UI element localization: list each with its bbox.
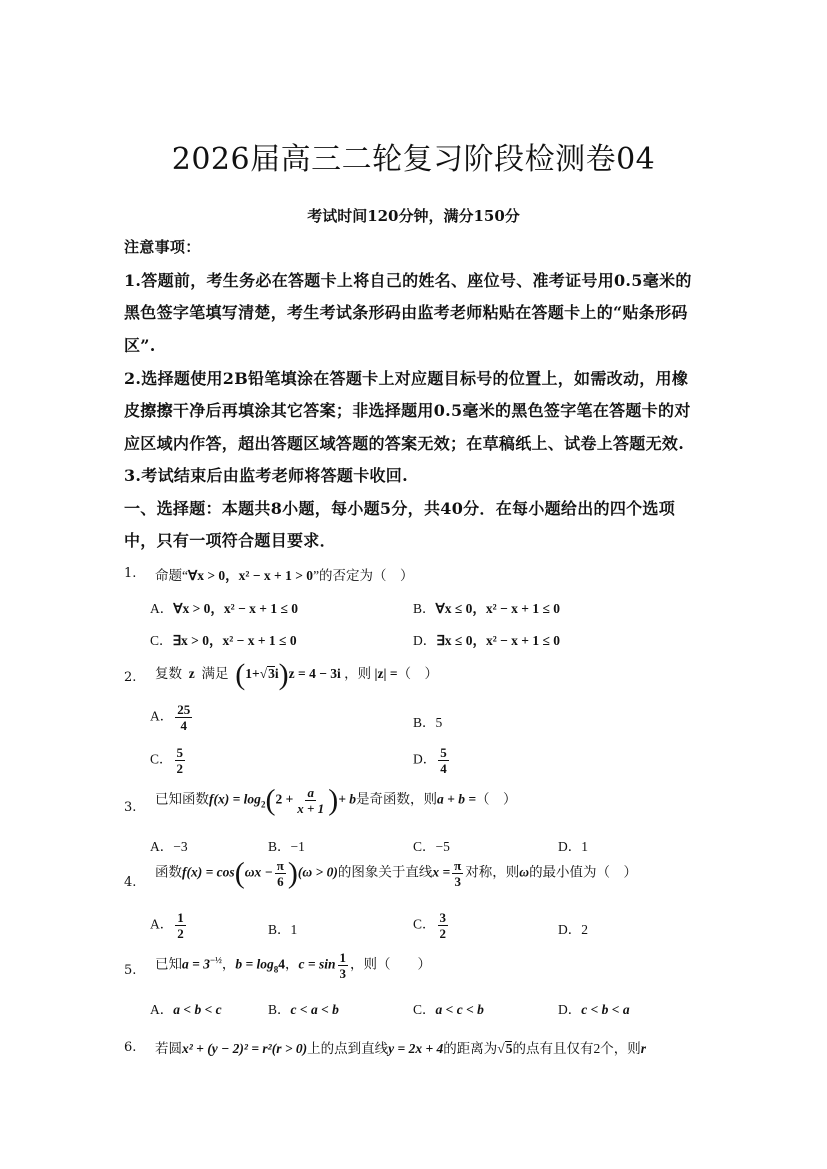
- section-heading: 中，只有一项符合题目要求．: [124, 531, 336, 550]
- question-6-stem: 若圆x² + (y − 2)² = r²(r > 0)上的点到直线y = 2x + 4的距离为√5的点有且仅有2个，则r: [155, 1041, 646, 1056]
- q5-option-c: C．a < c < b: [413, 1002, 484, 1017]
- q1-option-a: A．∀x > 0，x² − x + 1 ≤ 0: [150, 601, 299, 616]
- q4-option-c: C． $\frac{3}{2}$: [413, 910, 447, 941]
- question-number: 6.: [124, 1040, 137, 1055]
- notice-line: 应区域内作答，超出答题区域答题的答案无效；在草稿纸上、试卷上答题无效.: [124, 434, 685, 453]
- question-2-stem: 复数 z 满足 (1+√3i)z = 4 − 3i ，则 |z| =（ ）: [155, 658, 439, 691]
- q4-option-d: D．2: [558, 922, 588, 937]
- notice-line: 区”.: [124, 336, 156, 355]
- q5-option-b: B．c < a < b: [268, 1002, 339, 1017]
- notice-heading: 注意事项：: [124, 238, 201, 256]
- q3-option-c: C．−5: [413, 839, 450, 854]
- notice-line: 2.选择题使用2B铅笔填涂在答题卡上对应题目标号的位置上，如需改动，用橡: [124, 369, 689, 388]
- notice-line: 3.考试结束后由监考老师将答题卡收回.: [124, 466, 408, 485]
- question-5-stem: 已知$a = 3^{-\frac{1}{2}}$，$b = \log_84$，c = sin $\frac{1}{3}$ ，则（ ）: [155, 950, 431, 981]
- question-4-stem: 函数f(x) = cos(ωx − $\frac{\pi}{6}$ )(ω > 0)的图象关于直线x = $\frac{\pi}{3}$ 对称，则ω的最小值为（ ）: [155, 856, 638, 890]
- q3-option-b: B．−1: [268, 839, 305, 854]
- q2-option-a: A． $\frac{25}{4}$: [150, 702, 191, 733]
- notice-line: 黑色签字笔填写清楚，考生考试条形码由监考老师粘贴在答题卡上的“贴条形码: [124, 303, 688, 322]
- q2-option-b: B．5: [413, 715, 443, 730]
- q2-option-c: C． $\frac{5}{2}$: [150, 745, 184, 776]
- q3-option-d: D．1: [558, 839, 588, 854]
- question-number: 1.: [124, 566, 137, 581]
- question-number: 5.: [124, 963, 137, 978]
- q2-option-d: D． $\frac{5}{4}$: [413, 745, 447, 776]
- question-number: 3.: [124, 800, 137, 815]
- question-1-stem: 命题“∀x > 0，x² − x + 1 > 0”的否定为（ ）: [155, 568, 414, 583]
- question-number: 2.: [124, 670, 137, 685]
- question-3-stem: 已知函数$f(x) = \log_2(2$ + $\frac{a}{x + 1}$ )+ b是奇函数，则a + b =（ ）: [155, 783, 517, 817]
- q1-option-b: B．∀x ≤ 0，x² − x + 1 ≤ 0: [413, 601, 561, 616]
- exam-info: 考试时间120分钟，满分150分: [307, 207, 520, 225]
- page-title: 2026届高三二轮复习阶段检测卷04: [171, 142, 656, 177]
- notice-line: 皮擦擦干净后再填涂其它答案；非选择题用0.5毫米的黑色签字笔在答题卡的对: [124, 401, 691, 420]
- question-number: 4.: [124, 875, 137, 890]
- section-heading: 一、选择题：本题共8小题，每小题5分，共40分．在每小题给出的四个选项: [124, 499, 676, 518]
- q5-option-a: A．a < b < c: [150, 1002, 222, 1017]
- q1-option-c: C．∃x > 0，x² − x + 1 ≤ 0: [150, 633, 297, 648]
- q3-option-a: A．−3: [150, 839, 188, 854]
- q1-option-d: D．∃x ≤ 0，x² − x + 1 ≤ 0: [413, 633, 561, 648]
- q5-option-d: D．c < b < a: [558, 1002, 630, 1017]
- q4-option-a: A． $\frac{1}{2}$: [150, 910, 184, 941]
- q4-option-b: B．1: [268, 922, 298, 937]
- notice-line: 1.答题前，考生务必在答题卡上将自己的姓名、座位号、准考证号用0.5毫米的: [124, 271, 692, 290]
